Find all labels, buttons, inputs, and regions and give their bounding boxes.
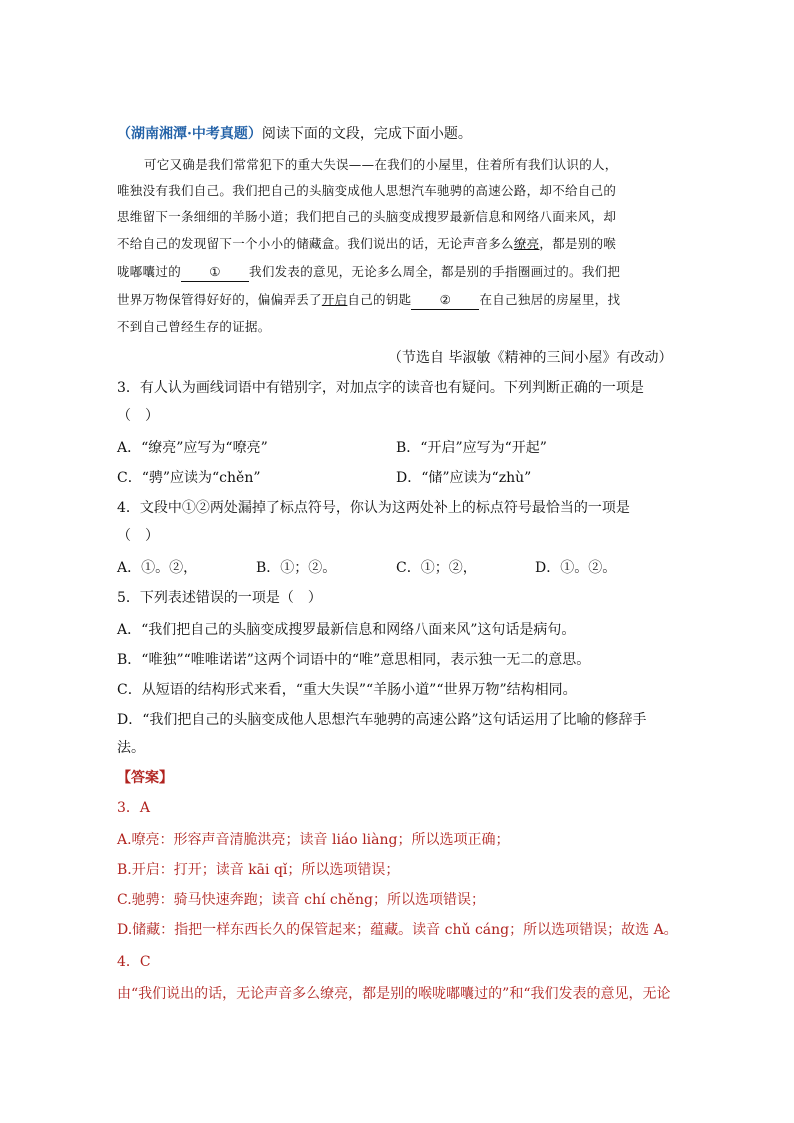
blank-2: ② <box>411 291 479 310</box>
passage-line-5-tail: 我们发表的意见，无论多么周全，都是别的手指圈画过的。我们把 <box>249 264 621 279</box>
q5-option-c: C．从短语的结构形式来看，“重大失误”“羊肠小道”“世界万物”结构相同。 <box>117 682 577 698</box>
passage-line-4 <box>117 234 616 254</box>
q5-option-b: B．“唯独”“唯唯诺诺”这两个词语中的“唯”意思相同，表示独一无二的意思。 <box>117 652 591 668</box>
answer-3-explain-a: A.嘹亮：形容声音清脆洪亮；读音 liáo liàng；所以选项正确； <box>117 832 510 848</box>
q3-paren: （ ） <box>117 408 159 424</box>
q4-option-b: B．①；②。 <box>256 560 337 576</box>
q3-stem: 3．有人认为画线词语中有错别字，对加点字的读音也有疑问。下列判断正确的一项是 <box>117 380 644 396</box>
q5-stem: 5．下列表述错误的一项是（ ） <box>117 590 322 606</box>
passage-citation: （节选自 毕淑敏《精神的三间小屋》有改动） <box>388 350 673 366</box>
q3-option-a: A．“缭亮”应写为“嘹亮” <box>117 440 268 456</box>
q4-option-d: D．①。②。 <box>535 560 617 576</box>
q3-option-b: B．“开启”应写为“开起” <box>396 440 547 456</box>
passage-line-1: 可它又确是我们常常犯下的重大失误——在我们的小屋里，住着所有我们认识的人， <box>144 157 618 172</box>
answer-3-explain-d: D.储藏：指把一样东西长久的保管起来；蕴藏。读音 chǔ cáng；所以选项错误；故选 A。 <box>117 922 678 938</box>
intro-line <box>117 124 472 144</box>
passage-line-6-text: 世界万物保管得好好的，偏偏弄丢了 <box>117 292 322 307</box>
passage-line-7: 不到自己曾经生存的证据。 <box>117 319 271 334</box>
q5-option-d-line-1: D．“我们把自己的头脑变成他人思想汽车驰骋的高速公路”这句话运用了比喻的修辞手 <box>117 712 647 728</box>
passage-line-6 <box>117 290 620 310</box>
passage-line-3: 思维留下一条细细的羊肠小道；我们把自己的头脑变成搜罗最新信息和网络八面来风，却 <box>117 209 617 224</box>
underlined-word-kaiqi: 开启 <box>321 292 348 307</box>
answer-4-explain: 由“我们说出的话，无论声音多么缭亮，都是别的喉咙嘟囔过的”和“我们发表的意见，无论 <box>117 986 671 1002</box>
answer-4: 4．C <box>117 954 151 970</box>
passage-line-5-text: 咙嘟囔过的 <box>117 264 182 279</box>
passage-line-4-tail: ，都是别的喉 <box>539 236 617 251</box>
q3-option-c: C．“骋”应读为“chěn” <box>117 470 261 486</box>
instruction-text: 阅读下面的文段，完成下面小题。 <box>261 126 472 142</box>
q4-stem: 4．文段中①②两处漏掉了标点符号，你认为这两处补上的标点符号最恰当的一项是 <box>117 500 630 516</box>
passage-line-2: 唯独没有我们自己。我们把自己的头脑变成他人思想汽车驰骋的高速公路，却不给自己的 <box>117 183 617 198</box>
passage-line-4-text: 不给自己的发现留下一个小小的储藏盒。我们说出的话，无论声音多么 <box>117 236 514 251</box>
underlined-word-liaoliang: 缭亮 <box>513 236 540 251</box>
q5-option-a: A．“我们把自己的头脑变成搜罗最新信息和网络八面来风”这句话是病句。 <box>117 622 576 638</box>
blank-1: ① <box>181 263 249 282</box>
passage-line-5 <box>117 262 620 282</box>
answer-3-explain-c: C.驰骋：骑马快速奔跑；读音 chí chěng；所以选项错误； <box>117 892 486 908</box>
q4-paren: （ ） <box>117 528 159 544</box>
passage-line-6-mid: 自己的钥匙 <box>347 292 412 307</box>
q3-option-d: D．“储”应读为“zhù” <box>396 470 532 486</box>
answer-3: 3．A <box>117 800 151 816</box>
answer-heading: 【答案】 <box>117 770 173 786</box>
passage-line-6-tail: 在自己独居的房屋里，找 <box>479 292 621 307</box>
answer-3-explain-b: B.开启：打开；读音 kāi qǐ；所以选项错误； <box>117 862 400 878</box>
q5-option-d-line-2: 法。 <box>117 740 145 756</box>
q4-option-a: A．①。②， <box>117 560 198 576</box>
q4-option-c: C．①；②， <box>396 560 477 576</box>
source-label: （湖南湘潭·中考真题） <box>117 126 262 142</box>
